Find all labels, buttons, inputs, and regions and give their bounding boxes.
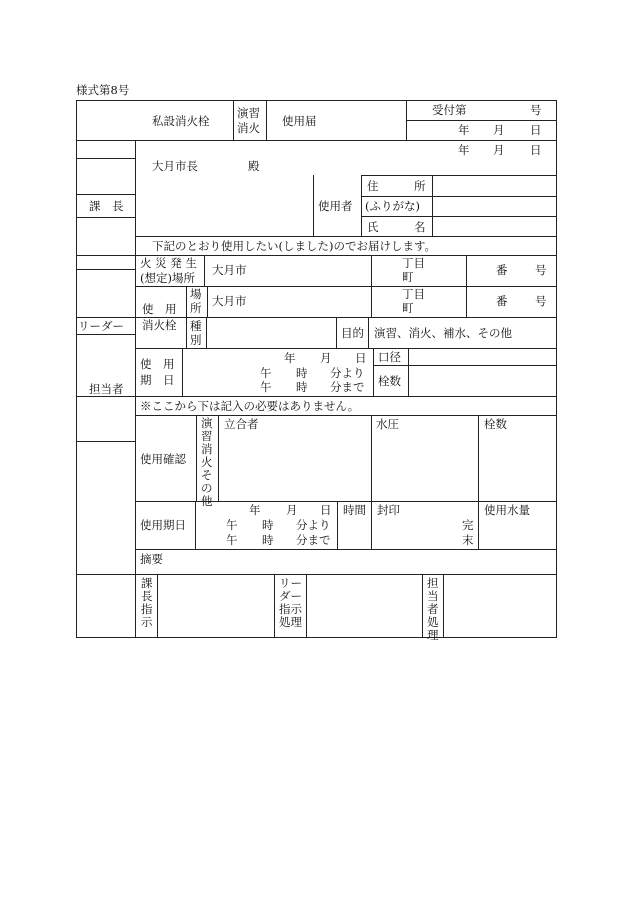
fire-site-city: 大月市: [212, 263, 247, 277]
notice-no-entry: ※ここから下は記入の必要はありません。: [140, 399, 360, 413]
usage-day: 日: [355, 351, 367, 365]
form-number: 様式第8号: [76, 83, 130, 97]
hydrant-chome: 丁目: [402, 287, 425, 301]
vertical-char: 火: [201, 455, 213, 469]
fire-site-label-1: 火 災 発 生: [140, 256, 197, 270]
receipt-day: 日: [530, 123, 542, 137]
vertical-char: ー: [290, 589, 302, 603]
water-pressure-label: 水圧: [376, 417, 399, 431]
period2-until: 分まで: [296, 533, 331, 547]
purpose-label: 目的: [341, 326, 364, 340]
witness-label: 立合者: [224, 417, 259, 431]
vertical-char: 当: [427, 589, 439, 603]
vertical-char: 課: [141, 576, 153, 590]
hydrant-ban: 番: [496, 294, 508, 308]
seal-end: 末: [462, 533, 474, 547]
usage-ampm-1: 午: [260, 366, 272, 380]
period2-hour-1: 時: [262, 518, 274, 532]
applicant-label: 使用者: [318, 199, 353, 213]
address-label-1: 住: [367, 179, 379, 193]
period2-ampm-1: 午: [226, 518, 238, 532]
usage-hour-1: 時: [296, 366, 308, 380]
seal-complete: 完: [462, 518, 474, 532]
period2-hour-2: 時: [262, 533, 274, 547]
vertical-char: 処: [427, 615, 439, 629]
period2-day: 日: [320, 503, 332, 517]
usage-ampm-2: 午: [260, 380, 272, 394]
usage-until: 分まで: [330, 380, 365, 394]
hydrant-city: 大月市: [212, 294, 247, 308]
vertical-char: 示: [290, 602, 302, 616]
vertical-char: 他: [201, 494, 213, 508]
vertical-char: 者: [427, 602, 439, 616]
hydrant-place-2: 所: [190, 301, 202, 315]
vertical-char: リ: [279, 576, 291, 590]
title-use-notice: 使用届: [282, 114, 317, 128]
hydrant-machi: 町: [402, 301, 414, 315]
vertical-char: ダ: [279, 589, 291, 603]
receipt-suffix: 号: [530, 103, 542, 117]
hydrant-gou: 号: [535, 294, 547, 308]
name-label-2: 名: [414, 220, 426, 234]
vertical-char: 理: [427, 628, 439, 642]
plug-count-label-2: 栓数: [484, 417, 507, 431]
fire-site-gou: 号: [535, 263, 547, 277]
hydrant-type-2: 別: [190, 333, 202, 347]
vertical-char: の: [201, 481, 213, 495]
receipt-month: 月: [493, 123, 505, 137]
addressee-honorific: 殿: [248, 159, 260, 173]
staff-processing-label: [427, 577, 440, 642]
vertical-char: 指: [279, 602, 291, 616]
vertical-char: ー: [290, 576, 302, 590]
water-amount-label: 使用水量: [484, 503, 530, 517]
furigana-label: (ふりがな): [365, 199, 420, 213]
confirmation-label: 使用確認: [140, 452, 186, 466]
vertical-char: 示: [141, 615, 153, 629]
chief-instruction-label: [141, 577, 154, 629]
receipt-year: 年: [458, 123, 470, 137]
fire-site-ban: 番: [496, 263, 508, 277]
name-label-1: 氏: [367, 220, 379, 234]
hydrant-type-1: 種: [190, 319, 202, 333]
period2-label: 使用期日: [140, 518, 186, 532]
vertical-char: 習: [201, 429, 213, 443]
seal-label: 封印: [377, 503, 400, 517]
usage-from: 分より: [330, 366, 365, 380]
period2-ampm-2: 午: [226, 533, 238, 547]
caliber-label: 口径: [378, 350, 401, 364]
leader-instruction-label: [279, 577, 303, 629]
hydrant-place-1: 場: [190, 287, 202, 301]
title-extinguish: 消火: [237, 121, 260, 135]
period2-from: 分より: [296, 518, 331, 532]
receipt-label: 受付第: [432, 103, 467, 117]
title-private-hydrant: 私設消火栓: [152, 114, 210, 128]
statement: 下記のとおり使用したい(しました)のでお届けします。: [152, 239, 437, 253]
fire-site-chome: 丁目: [402, 256, 425, 270]
vertical-char: 演: [201, 416, 213, 430]
fire-site-machi: 町: [402, 270, 414, 284]
plug-count-label: 栓数: [378, 374, 401, 388]
submit-month: 月: [493, 143, 505, 157]
vertical-char: そ: [201, 468, 213, 482]
period2-year: 年: [249, 503, 261, 517]
usage-period-label-2: 期 日: [140, 373, 175, 387]
vertical-char: 理: [290, 615, 302, 629]
fire-site-label-2: (想定)場所: [140, 271, 195, 285]
addressee-mayor: 大月市長: [152, 159, 198, 173]
usage-hour-2: 時: [296, 380, 308, 394]
vertical-char: 担: [427, 576, 439, 590]
title-drill: 演習: [237, 106, 260, 120]
usage-month: 月: [320, 351, 332, 365]
vertical-char: 指: [141, 602, 153, 616]
confirmation-vertical-type: [201, 417, 214, 508]
period2-month: 月: [286, 503, 298, 517]
submit-year: 年: [458, 143, 470, 157]
approval-section-chief: 課 長: [89, 199, 124, 213]
approval-leader: リーダー: [78, 319, 124, 333]
summary-label: 摘要: [140, 552, 163, 566]
vertical-char: 処: [279, 615, 291, 629]
vertical-char: 消: [201, 442, 213, 456]
approval-staff: 担当者: [89, 382, 124, 396]
purpose-options: 演習、消火、補水、その他: [374, 326, 512, 340]
submit-day: 日: [530, 143, 542, 157]
address-label-2: 所: [414, 179, 426, 193]
hydrant-label-1: 使 用: [142, 302, 177, 316]
usage-period-label-1: 使 用: [140, 357, 175, 371]
usage-year: 年: [284, 351, 296, 365]
period2-time-label: 時間: [343, 503, 366, 517]
vertical-char: 長: [141, 589, 153, 603]
hydrant-label-2: 消火栓: [142, 318, 177, 332]
